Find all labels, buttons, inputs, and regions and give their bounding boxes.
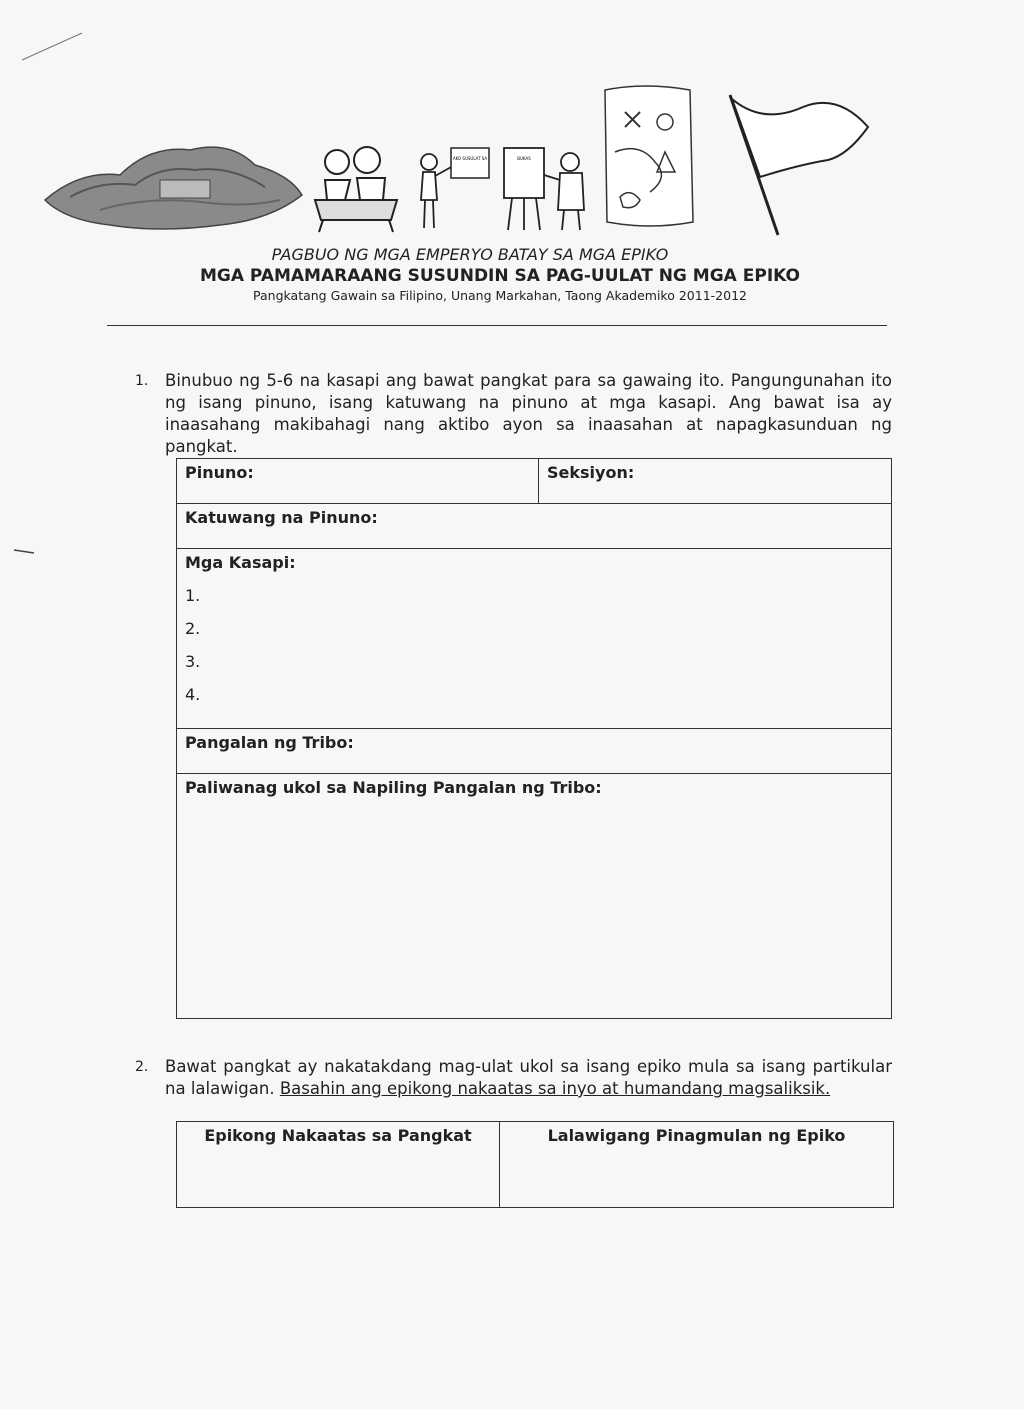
instruction-2-underlined: Basahin ang epikong nakaatas sa inyo at humandang magsaliksik.	[279, 1079, 831, 1098]
sign-text: AKO SUSULAT SA	[452, 156, 488, 161]
instruction-1-number: 1.	[135, 373, 149, 389]
kasapi-label: Mga Kasapi:	[185, 553, 296, 572]
katuwang-label: Katuwang na Pinuno:	[185, 508, 378, 527]
treasure-map-illustration	[595, 82, 700, 232]
member-1: 1.	[185, 586, 201, 605]
boy-at-easel-illustration	[500, 140, 590, 235]
member-3: 3.	[185, 652, 201, 671]
tribo-field[interactable]	[177, 729, 892, 774]
instruction-2-number: 2.	[135, 1059, 149, 1075]
paliwanag-label: Paliwanag ukol sa Napiling Pangalan ng Tribo:	[185, 778, 602, 797]
instruction-1-text: Binubuo ng 5-6 na kasapi ang bawat pangkat para sa gawaing ito. Pangungunahan ito ng isang pinuno, isang katuwang na pinuno at mga kasapi. Ang bawat isa ay inaasahang makibahagi nang aktibo ayon sa inaasahan at napagkasunduan ng pangkat.	[165, 371, 892, 456]
instruction-2	[135, 1056, 892, 1100]
island-illustration	[40, 125, 305, 235]
kasapi-field[interactable]	[177, 549, 892, 729]
tribo-label: Pangalan ng Tribo:	[185, 733, 354, 752]
group-info-form	[176, 458, 892, 1019]
header-title: MGA PAMAMARAANG SUSUNDIN SA PAG-UULAT NG MGA EPIKO	[199, 266, 801, 286]
girl-with-sign-illustration	[415, 140, 495, 235]
instruction-1	[135, 370, 892, 458]
member-4: 4.	[185, 685, 201, 704]
seksiyon-field[interactable]	[539, 459, 892, 504]
easel-text: BUKAS	[517, 156, 531, 161]
seksiyon-label: Seksiyon:	[547, 463, 635, 482]
people-at-desk-illustration	[305, 140, 405, 235]
paliwanag-field[interactable]	[177, 774, 892, 1019]
header-course-line: Pangkatang Gawain sa Filipino, Unang Markahan, Taong Akademiko 2011-2012	[253, 288, 747, 303]
header-divider	[107, 325, 887, 326]
epic-assignment-table	[176, 1121, 894, 1208]
katuwang-field[interactable]	[177, 504, 892, 549]
scan-pencil-mark	[20, 25, 90, 65]
header-subtitle: PAGBUO NG MGA EMPERYO BATAY SA MGA EPIKO	[271, 245, 669, 264]
flag-illustration	[718, 85, 878, 245]
pinuno-label: Pinuno:	[185, 463, 254, 482]
lalawigan-cell[interactable]	[500, 1122, 894, 1208]
pinuno-field[interactable]	[177, 459, 539, 504]
instruction-2-text: Bawat pangkat ay nakatakdang mag-ulat ukol sa isang epiko mula sa isang partikular na lalawigan.	[165, 1057, 892, 1098]
scan-speck	[12, 545, 42, 557]
member-2: 2.	[185, 619, 201, 638]
epiko-cell[interactable]	[177, 1122, 500, 1208]
lalawigan-header: Lalawigang Pinagmulan ng Epiko	[547, 1126, 846, 1145]
epiko-header: Epikong Nakaatas sa Pangkat	[204, 1126, 472, 1145]
